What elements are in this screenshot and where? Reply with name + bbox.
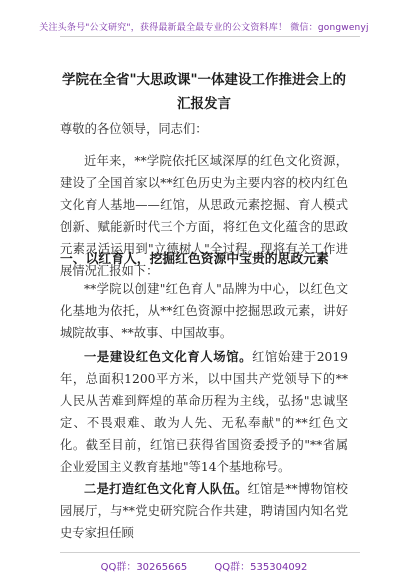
paragraph-3-lead: 一是建设红色文化育人场馆。 [84, 349, 253, 364]
paragraph-2: **学院以创建"红色育人"品牌为中心，以红色文化基地为依托，从**红色资源中挖掘思政元素，讲好城院故事、**故事、中国故事。 [60, 282, 348, 340]
paragraph-intro: 近年来，**学院依托区域深厚的红色文化资源，建设了全国首家以**红色历史为主要内容的校内红色文化育人基地——红馆，从思政元素挖掘、育人模式创新、赋能新时代三个方面，将红色文化蕴含的思政元素灵活运用到"立德树人"全过程。现将有关工作进展情况汇报如下： [60, 154, 348, 278]
promo-banner: 关注头条号"公文研究"，获得最新最全最专业的公文资料库！ 微信：gongwenyj [39, 23, 369, 33]
paragraph-4-lead: 二是打造红色文化育人队伍。 [84, 481, 248, 496]
paragraph-4 [60, 478, 348, 544]
header-divider [60, 36, 360, 37]
paragraph-3-body: 红馆始建于2019年，总面积1200平方米，以中国共产党领导下的**人民从苦难到辉煌的革命历程为主线，弘扬"忠诚坚定、不畏艰难、敢为人先、无私奉献"的**红色文化。截至目前，红馆已获得省国资委授予的"**省属企业爱国主义教育基地"等14个基地称号。 [60, 350, 348, 474]
section-heading-1: 一、以红育人，挖掘红色资源中宝贵的思政元素 [60, 252, 329, 267]
salutation: 尊敬的各位领导，同志们： [60, 122, 208, 136]
footer-divider [60, 552, 360, 553]
paragraph-3 [60, 346, 348, 478]
footer-qq-group-2: QQ群：535304092 [214, 562, 308, 573]
footer [0, 558, 408, 573]
paragraph-4-body: 红馆是**博物馆校园展厅，与**党史研究院合作共建，聘请国内知名党史专家担任顾 [60, 482, 348, 540]
footer-qq-group-1: QQ群：30265665 [100, 562, 188, 573]
page-title: 学院在全省"大思政课"一体建设工作推进会上的汇报发言 [61, 72, 347, 112]
